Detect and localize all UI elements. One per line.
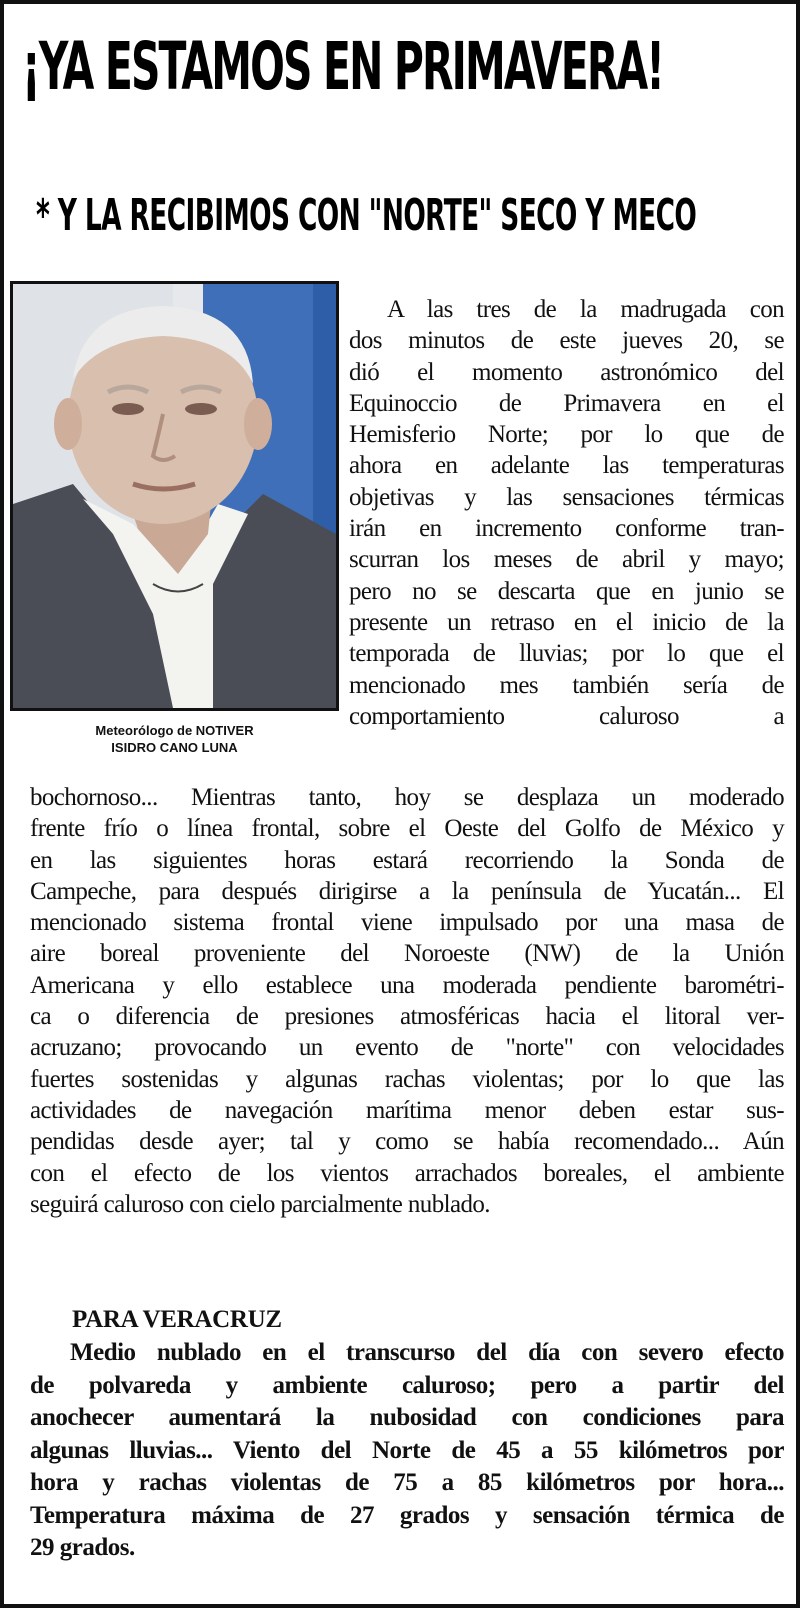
forecast-line: algunas lluvias... Viento del Norte de 45 a 55 kilómetros por bbox=[30, 1436, 784, 1464]
body-line: comportamiento caluroso a bbox=[349, 702, 784, 730]
body-line: frente frío o línea frontal, sobre el Oeste del Golfo de México y bbox=[30, 815, 784, 843]
body-line: dos minutos de este jueves 20, se bbox=[349, 327, 784, 355]
body-line: bochornoso... Mientras tanto, hoy se desplaza un moderado bbox=[30, 784, 784, 811]
forecast-line: Medio nublado en el transcurso del día con severo efecto bbox=[70, 1339, 784, 1366]
article-body-full-width bbox=[30, 782, 784, 1220]
forecast-body bbox=[30, 1337, 784, 1565]
body-line: pendidas desde ayer; tal y como se había recomendado... Aún bbox=[30, 1128, 784, 1156]
forecast-line: 29 grados. bbox=[30, 1534, 135, 1561]
body-line: pero no se descarta que en junio se bbox=[349, 577, 784, 605]
body-line: irán en incremento conforme tran- bbox=[349, 515, 784, 543]
photo-caption bbox=[10, 722, 339, 756]
body-line: mencionado sistema frontal viene impulsado por una masa de bbox=[30, 909, 784, 937]
body-line: acruzano; provocando un evento de "norte" con velocidades bbox=[30, 1034, 784, 1062]
forecast-line: de polvareda y ambiente caluroso; pero a partir del bbox=[30, 1371, 784, 1399]
caption-title: Meteorólogo de NOTIVER bbox=[95, 723, 254, 738]
subheadline: * Y LA RECIBIMOS CON "NORTE" SECO Y MECO bbox=[36, 190, 697, 241]
body-line: objetivas y las sensaciones térmicas bbox=[349, 483, 784, 511]
body-line: scurran los meses de abril y mayo; bbox=[349, 546, 784, 574]
caption-name: ISIDRO CANO LUNA bbox=[111, 740, 238, 755]
portrait-photo bbox=[10, 281, 339, 711]
forecast-line: Temperatura máxima de 27 grados y sensación térmica de bbox=[30, 1501, 784, 1529]
body-line: Hemisferio Norte; por lo que de bbox=[349, 421, 784, 449]
article-body-wrapped bbox=[349, 294, 784, 732]
forecast-section-title: PARA VERACRUZ bbox=[72, 1306, 282, 1333]
body-line: dió el momento astronómico del bbox=[349, 358, 784, 386]
body-line: ahora en adelante las temperaturas bbox=[349, 452, 784, 480]
body-line: Equinoccio de Primavera en el bbox=[349, 389, 784, 417]
portrait-illustration bbox=[13, 284, 336, 708]
headline: ¡YA ESTAMOS EN PRIMAVERA! bbox=[22, 28, 664, 105]
body-line: aire boreal proveniente del Noroeste (NW) de la Unión bbox=[30, 940, 784, 968]
body-line: Campeche, para después dirigirse a la península de Yucatán... El bbox=[30, 877, 784, 905]
forecast-line: anochecer aumentará la nubosidad con condiciones para bbox=[30, 1404, 784, 1431]
body-line: Americana y ello establece una moderada pendiente barométri- bbox=[30, 971, 784, 999]
body-line: con el efecto de los vientos arrachados boreales, el ambiente bbox=[30, 1159, 784, 1187]
body-line: A las tres de la madrugada con bbox=[387, 296, 784, 323]
body-line: ca o diferencia de presiones atmosféricas hacia el litoral ver- bbox=[30, 1003, 784, 1031]
forecast-line: hora y rachas violentas de 75 a 85 kilómetros por hora... bbox=[30, 1469, 784, 1496]
body-line: presente un retraso en el inicio de la bbox=[349, 608, 784, 636]
body-line: actividades de navegación marítima menor deben estar sus- bbox=[30, 1096, 784, 1124]
body-line: seguirá caluroso con cielo parcialmente nublado. bbox=[30, 1190, 490, 1218]
body-line: temporada de lluvias; por lo que el bbox=[349, 640, 784, 668]
body-line: en las siguientes horas estará recorriendo la Sonda de bbox=[30, 846, 784, 874]
body-line: mencionado mes también sería de bbox=[349, 671, 784, 699]
body-line: fuertes sostenidas y algunas rachas violentas; por lo que las bbox=[30, 1065, 784, 1093]
